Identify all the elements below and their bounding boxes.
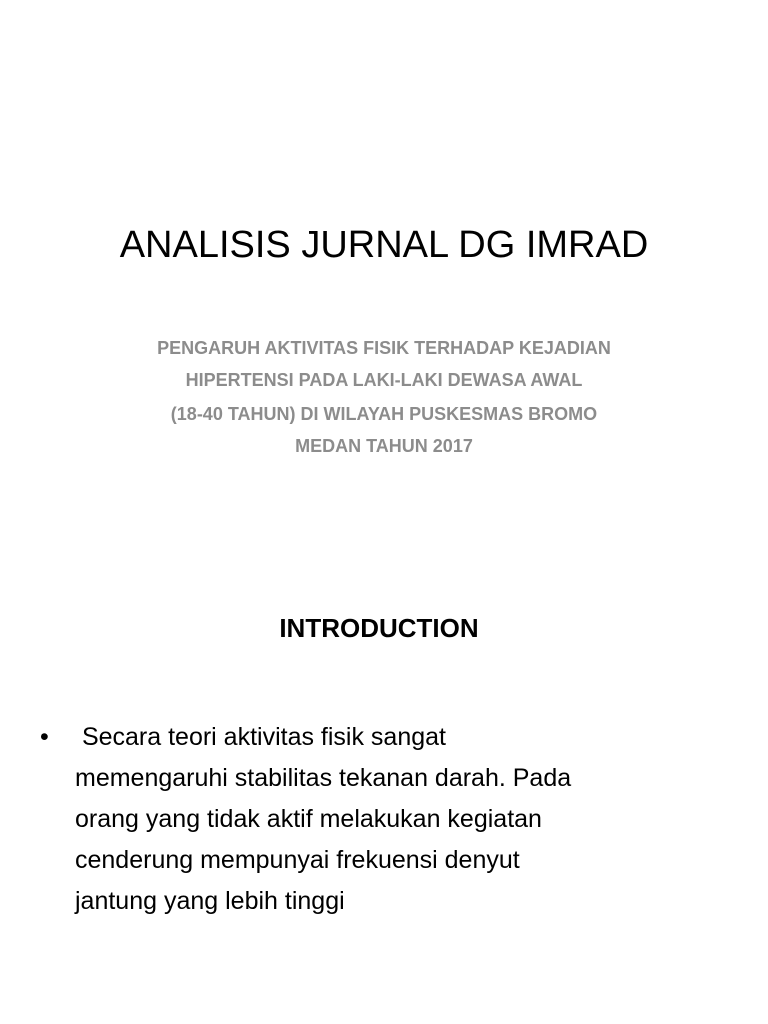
bullet-line: memengaruhi stabilitas tekanan darah. Pada: [75, 764, 572, 792]
bullet-line: cenderung mempunyai frekuensi denyut: [75, 846, 520, 874]
bullet-line: Secara teori aktivitas fisik sangat: [75, 723, 446, 751]
slide-title: ANALISIS JURNAL DG IMRAD: [119, 224, 649, 266]
slide-subtitle: [90, 332, 678, 462]
bullet-line: orang yang tidak aktif melakukan kegiatan: [75, 805, 542, 833]
bullet-line: jantung yang lebih tinggi: [75, 887, 345, 915]
subtitle-line: PENGARUH AKTIVITAS FISIK TERHADAP KEJADIAN: [157, 338, 611, 358]
subtitle-line: (18-40 TAHUN) DI WILAYAH PUSKESMAS BROMO: [170, 404, 598, 424]
subtitle-line: MEDAN TAHUN 2017: [295, 436, 473, 456]
section-heading: INTRODUCTION: [279, 613, 479, 643]
subtitle-line: HIPERTENSI PADA LAKI-LAKI DEWASA AWAL: [185, 370, 583, 390]
bullet-item: [75, 717, 735, 922]
bullet-dot-icon: •: [40, 723, 49, 751]
